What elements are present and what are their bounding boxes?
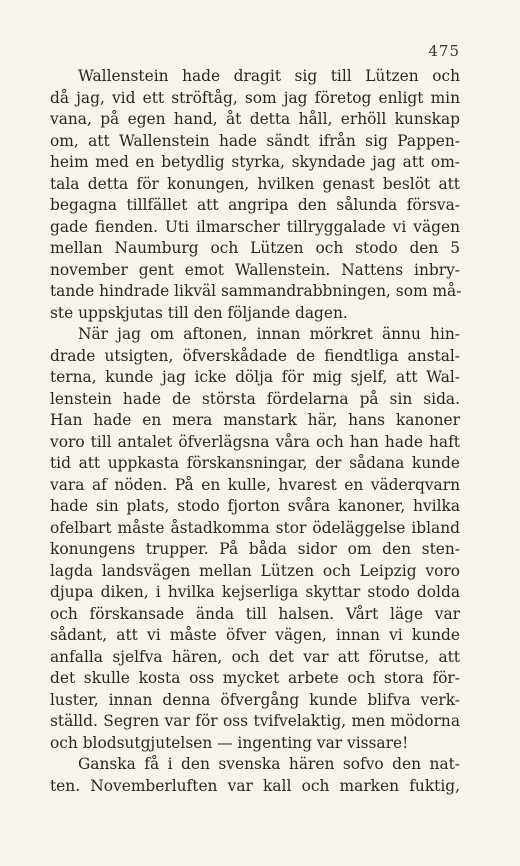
text-line: lagda landsvägen mellan Lützen och Leipzig voro [50, 561, 460, 580]
text-line: anfalla sjelfva hären, och det var att förutse, att [50, 647, 460, 666]
text-line: om, att Wallenstein hade sändt ifrån sig Pappen- [50, 131, 460, 150]
text-line: voro till antalet öfverlägsna våra och han hade haft [50, 432, 460, 451]
text-line: hade sin plats, stodo fjorton svåra kanoner, hvilka [50, 497, 460, 515]
text-line: då jag, vid ett ströftåg, som jag företog enligt min [50, 88, 460, 107]
text-line: luster, innan denna öfvergång kunde blifva verk- [50, 690, 460, 709]
text-line: drade utsigten, öfverskådade de fiendtliga anstal- [50, 346, 460, 365]
text-line: det skulle kosta oss mycket arbete och stora för- [50, 669, 460, 687]
text-line: mellan Naumburg och Lützen och stodo den 5 [50, 239, 460, 257]
text-line: Wallenstein hade dragit sig till Lützen och [78, 67, 460, 85]
text-line: vara af nöden. På en kulle, hvarest en väderqvarn [50, 475, 460, 494]
text-line: ofelbart måste åstadkomma stor ödeläggelse ibland [50, 518, 460, 537]
text-line: heim med en betydlig styrka, skyndade jag att om- [50, 153, 460, 171]
text-line: sådant, att vi måste öfver vägen, innan vi kunde [50, 626, 460, 644]
page-number: 475 [428, 42, 460, 60]
text-line: tande hindrade likväl sammandrabbningen, som må- [50, 282, 462, 300]
text-line: terna, kunde jag icke dölja för mig sjelf, att Wal- [50, 368, 460, 386]
text-line: och förskansade ända till halsen. Vårt läge var [50, 604, 460, 623]
text-line: och blodsutgjutelsen — ingenting var vissare! [50, 733, 409, 752]
text-line: När jag om aftonen, innan mörkret ännu hin- [78, 325, 460, 343]
text-line: vana, på egen hand, åt detta håll, erhöll kunskap [50, 110, 460, 128]
text-line: Ganska få i den svenska hären sofvo den nat- [78, 755, 460, 773]
text-line: tala detta för konungen, hvilken genast beslöt att [50, 174, 460, 193]
text-line: lenstein hade de största fördelarna på sin sida. [50, 389, 460, 408]
text-line: ten. Novemberluften var kall och marken fuktig, [50, 776, 460, 795]
text-line: konungens trupper. På båda sidor om den sten- [50, 540, 460, 558]
body-text [50, 66, 460, 797]
text-line: ste uppskjutas till den följande dagen. [50, 303, 348, 322]
text-line: Han hade en mera manstark här, hans kanoner [50, 411, 460, 429]
text-line: begagna tillfället att angripa den sålunda försva- [50, 196, 460, 214]
text-line: ställd. Segren var för oss tvifvelaktig, men mödorna [50, 712, 460, 730]
text-line: november gent emot Wallenstein. Nattens inbry- [50, 260, 460, 279]
text-line: gade fienden. Uti ilmarscher tillryggalade vi vägen [50, 217, 460, 236]
text-line: tid att uppkasta förskansningar, der sådana kunde [50, 454, 460, 472]
text-line: djupa diken, i hvilka kejserliga skyttar stodo dolda [50, 583, 460, 601]
